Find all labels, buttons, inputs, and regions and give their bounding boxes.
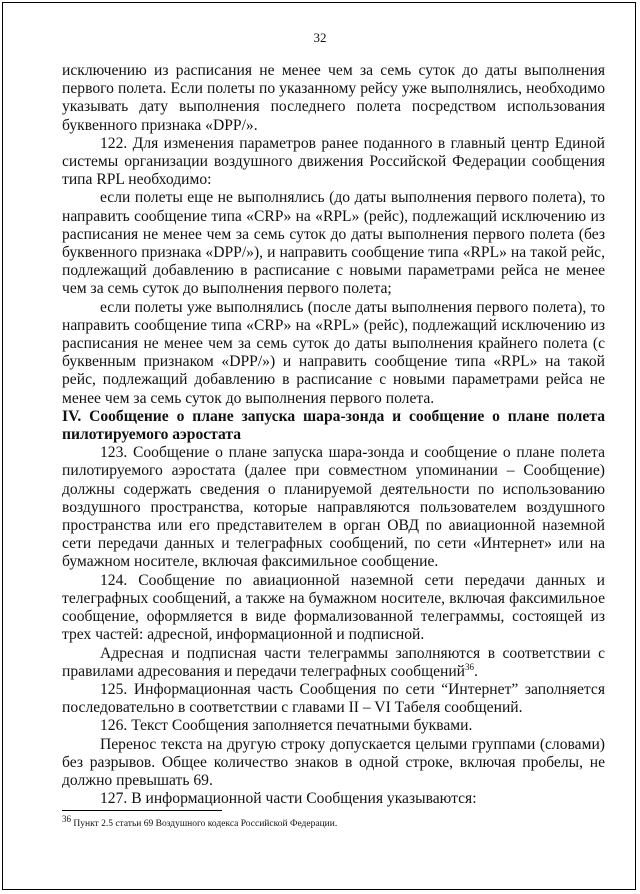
footnote-ref[interactable]: 36 xyxy=(465,661,475,672)
paragraph: 123. Сообщение о плане запуска шара-зонда и сообщение о плане полета пилотируемого аэростата (далее при совместном упоминании – Сообщение) должны содержать сведения о планируемой деятельности по использованию воздушного пространства, которые направляются пользователем воздушного пространства или его представителем в орган ОВД по авиационной наземной сети передачи данных и телеграфных сообщений, по сети «Интернет» или на бумажном носителе, включая факсимильное сообщение. xyxy=(62,444,605,571)
footnote xyxy=(62,814,605,830)
paragraph: 125. Информационная часть Сообщения по сети “Интернет” заполняется последовательно в соответствии с главами II – VI Табеля сообщений. xyxy=(62,680,605,717)
section-title: IV. Сообщение о плане запуска шара-зонда и сообщение о плане полета пилотируемого аэростата xyxy=(62,407,605,444)
footnote-divider xyxy=(62,810,222,811)
paragraph-tail: . xyxy=(474,662,478,680)
footnote-text: Пункт 2.5 статьи 69 Воздушного кодекса Российской Федерации. xyxy=(73,819,338,830)
paragraph: 127. В информационной части Сообщения указываются: xyxy=(100,790,477,808)
paragraph-footnoted xyxy=(62,645,605,681)
document-body xyxy=(62,62,605,808)
paragraph: исключению из расписания не менее чем за семь суток до даты выполнения первого полета. Если полеты по указанному рейсу уже выполнялись, необходимо указывать дату выполнения последнего полета посредством использования буквенного признака «DPP/». xyxy=(62,62,605,134)
paragraphs-top xyxy=(62,62,605,408)
paragraphs-mid xyxy=(62,444,605,644)
paragraphs-bottom xyxy=(62,681,605,808)
page-number: 32 xyxy=(313,30,327,45)
paragraph: если полеты еще не выполнялись (до даты выполнения первого полета), то направить сообщение типа «CRP» на «RPL» (рейс), подлежащий исключению из расписания не менее чем за семь суток до даты выполнения первого полета (без буквенного признака «DPP/»), и направить сообщение типа «RPL» на такой рейс, подлежащий добавлению в расписание с новыми параметрами рейса не менее чем за семь суток до выполнения первого полета; xyxy=(62,189,605,298)
paragraph: 124. Сообщение по авиационной наземной сети передачи данных и телеграфных сообщений, а также на бумажном носителе, включая факсимильное сообщение, оформляется в виде формализованной телеграммы, состоящей из трех частей: адресной, информационной и подписной. xyxy=(62,571,605,644)
paragraph: 122. Для изменения параметров ранее поданного в главный центр Единой системы организации воздушного движения Российской Федерации сообщения типа RPL необходимо: xyxy=(62,134,605,189)
footnote-number: 36 xyxy=(62,814,71,824)
paragraph: если полеты уже выполнялись (после даты выполнения первого полета), то направить сообщение типа «CRP» на «RPL» (рейс), подлежащий исключению из расписания не менее чем за семь суток до даты выполнения крайнего полета (с буквенным признаком «DPP/») и направить сообщение типа «RPL» на такой рейс, подлежащий добавлению в расписание с новыми параметрами рейса не менее чем за семь суток до выполнения первого полета. xyxy=(62,298,605,407)
paragraph: Перенос текста на другую строку допускается целыми группами (словами) без разрывов. Общее количество знаков в одной строке, включая пробелы, не должно превышать 69. xyxy=(62,735,605,789)
paragraph-text: Адресная и подписная части телеграммы заполняются в соответствии с правилами адресования и передачи телеграфных сообщений xyxy=(62,644,605,680)
paragraph: 126. Текст Сообщения заполняется печатными буквами. xyxy=(100,717,473,735)
